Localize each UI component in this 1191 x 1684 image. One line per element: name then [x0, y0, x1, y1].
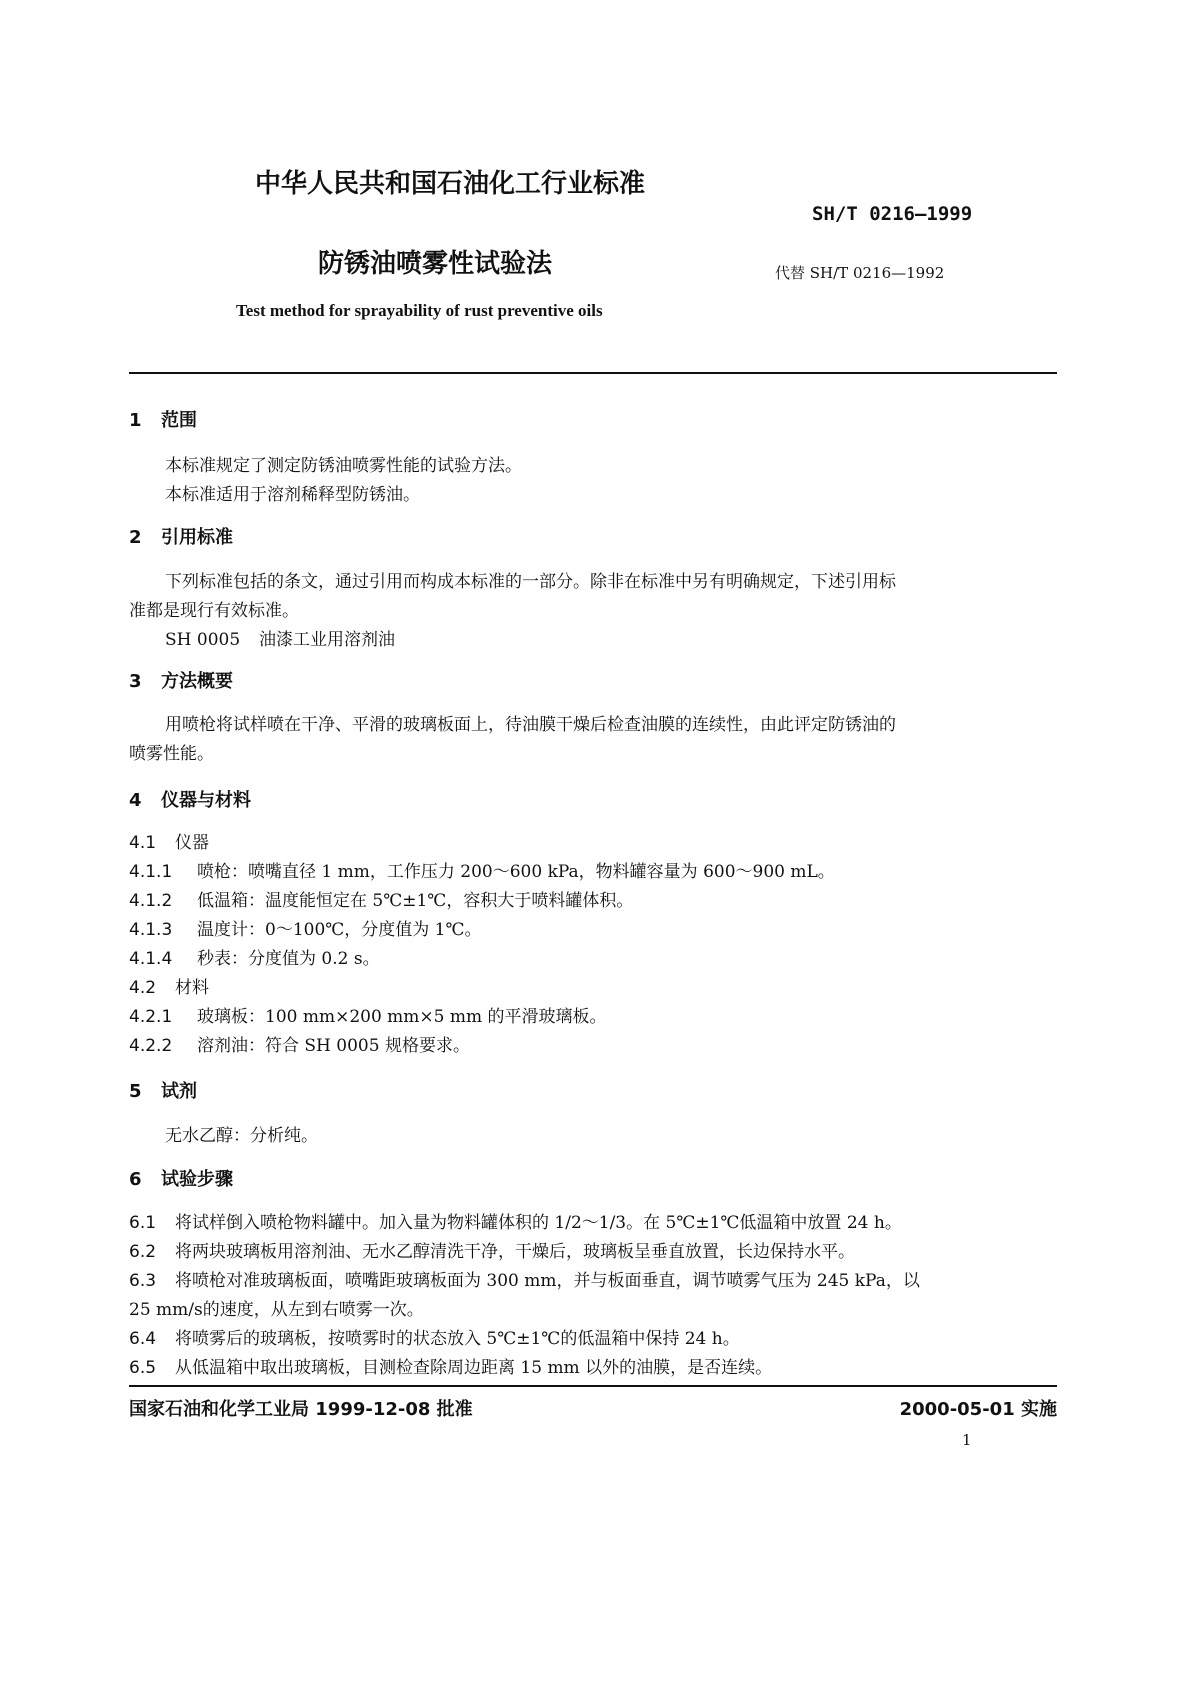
- section-number: 3: [129, 671, 142, 692]
- clause-item: [129, 1002, 607, 1027]
- page-number: 1: [962, 1431, 972, 1449]
- document-title: 防锈油喷雾性试验法: [318, 249, 553, 279]
- clause-item: [129, 1324, 740, 1349]
- clause-number: 6.5: [129, 1358, 157, 1378]
- clause-text: 将试样倒入喷枪物料罐中。加入量为物料罐体积的 1/2～1/3。在 5℃±1℃低温箱中放置 24 h。: [175, 1213, 902, 1233]
- section-number: 5: [129, 1081, 142, 1102]
- clause-text: 低温箱：温度能恒定在 5℃±1℃，容积大于喷料罐体积。: [197, 891, 634, 911]
- clause-text: 25 mm/s的速度，从左到右喷雾一次。: [129, 1300, 424, 1320]
- clause-item: [129, 886, 633, 911]
- paragraph: 用喷枪将试样喷在干净、平滑的玻璃板面上，待油膜干燥后检查油膜的连续性，由此评定防锈油的: [165, 715, 896, 735]
- clause-item: [129, 944, 380, 969]
- clause-item: [129, 1237, 855, 1262]
- clause-item: [129, 828, 209, 853]
- clause-text: 仪器: [175, 833, 209, 853]
- footer-divider: [129, 1385, 1057, 1387]
- clause-number: 4.2.1: [129, 1007, 173, 1027]
- english-title: Test method for sprayability of rust preventive oils: [236, 301, 603, 320]
- section-heading-5: [129, 1077, 197, 1103]
- section-title: 引用标准: [161, 527, 233, 548]
- section-number: 2: [129, 527, 142, 548]
- clause-text: 材料: [175, 978, 209, 998]
- section-title: 试验步骤: [161, 1169, 233, 1190]
- reference-entry: [165, 625, 395, 650]
- clause-text: 溶剂油：符合 SH 0005 规格要求。: [197, 1036, 470, 1056]
- reference-code: SH 0005: [165, 630, 241, 650]
- clause-number: 6.1: [129, 1213, 157, 1233]
- clause-number: 4.1: [129, 833, 157, 853]
- clause-item: [129, 1266, 920, 1291]
- section-title: 仪器与材料: [161, 790, 251, 811]
- clause-number: 4.2.2: [129, 1036, 173, 1056]
- clause-text: 将喷枪对准玻璃板面，喷嘴距玻璃板面为 300 mm，并与板面垂直，调节喷雾气压为 245 kPa，以: [175, 1271, 920, 1291]
- effective-date: 2000-05-01 实施: [899, 1399, 1057, 1420]
- paragraph: 喷雾性能。: [129, 744, 214, 764]
- clause-text: 温度计：0～100℃，分度值为 1℃。: [197, 920, 482, 940]
- clause-number: 6.3: [129, 1271, 157, 1291]
- section-title: 范围: [161, 410, 197, 431]
- section-title: 试剂: [161, 1081, 197, 1102]
- section-heading-2: [129, 523, 233, 549]
- clause-number: 4.1.4: [129, 949, 173, 969]
- clause-text: 秒表：分度值为 0.2 s。: [197, 949, 380, 969]
- clause-item: [129, 915, 482, 940]
- standard-code: SH/T 0216—1999: [812, 203, 973, 225]
- section-heading-4: [129, 786, 251, 812]
- approval-note: 国家石油和化学工业局 1999-12-08 批准: [129, 1399, 473, 1420]
- section-number: 1: [129, 410, 142, 431]
- clause-text: 喷枪：喷嘴直径 1 mm，工作压力 200～600 kPa，物料罐容量为 600～900 mL。: [197, 862, 835, 882]
- clause-number: 4.1.1: [129, 862, 173, 882]
- paragraph: 本标准规定了测定防锈油喷雾性能的试验方法。: [165, 456, 522, 476]
- section-title: 方法概要: [161, 671, 233, 692]
- section-number: 6: [129, 1169, 142, 1190]
- clause-item: [129, 973, 209, 998]
- section-heading-6: [129, 1165, 233, 1191]
- section-number: 4: [129, 790, 142, 811]
- clause-item: [129, 1031, 470, 1056]
- paragraph: 准都是现行有效标准。: [129, 601, 299, 621]
- clause-text: 玻璃板：100 mm×200 mm×5 mm 的平滑玻璃板。: [197, 1007, 607, 1027]
- header-divider: [129, 372, 1057, 374]
- clause-number: 6.2: [129, 1242, 157, 1262]
- clause-text: 将喷雾后的玻璃板，按喷雾时的状态放入 5℃±1℃的低温箱中保持 24 h。: [175, 1329, 740, 1349]
- reference-name: 油漆工业用溶剂油: [259, 630, 395, 650]
- paragraph: 无水乙醇：分析纯。: [165, 1126, 318, 1146]
- replaces-standard: 代替 SH/T 0216—1992: [775, 264, 945, 282]
- section-heading-1: [129, 406, 197, 432]
- clause-text: 将两块玻璃板用溶剂油、无水乙醇清洗干净，干燥后，玻璃板呈垂直放置，长边保持水平。: [175, 1242, 855, 1262]
- paragraph: 下列标准包括的条文，通过引用而构成本标准的一部分。除非在标准中另有明确规定，下述引用标: [165, 572, 896, 592]
- clause-item: [129, 1353, 772, 1378]
- clause-number: 6.4: [129, 1329, 157, 1349]
- issuing-organization: 中华人民共和国石油化工行业标准: [255, 169, 646, 199]
- clause-number: 4.1.3: [129, 920, 173, 940]
- clause-item: [129, 1208, 902, 1233]
- section-heading-3: [129, 667, 233, 693]
- clause-number: 4.1.2: [129, 891, 173, 911]
- clause-number: 4.2: [129, 978, 157, 998]
- clause-continuation: [129, 1295, 424, 1320]
- clause-text: 从低温箱中取出玻璃板，目测检查除周边距离 15 mm 以外的油膜，是否连续。: [175, 1358, 773, 1378]
- clause-item: [129, 857, 835, 882]
- paragraph: 本标准适用于溶剂稀释型防锈油。: [165, 485, 420, 505]
